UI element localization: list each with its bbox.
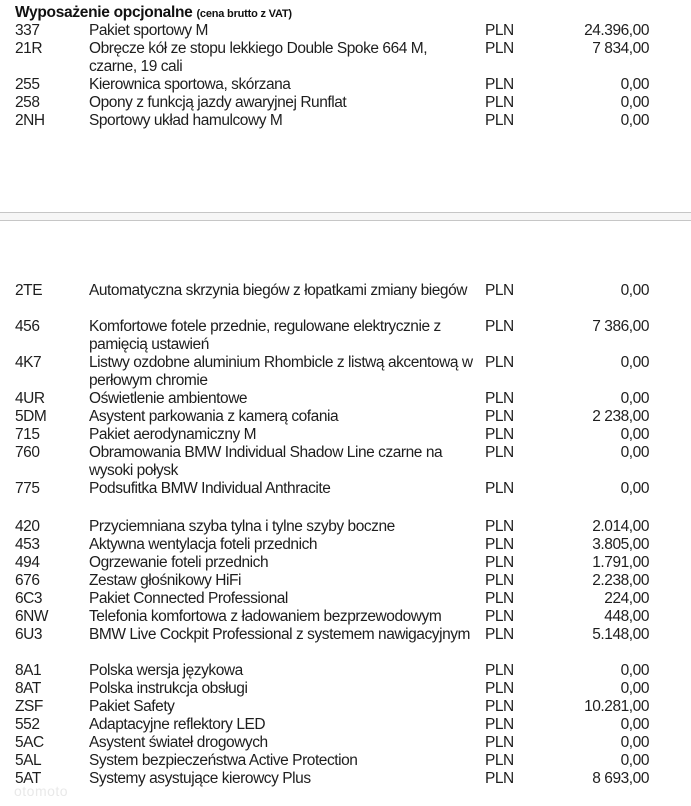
option-row [0,518,691,536]
option-code: 676 [15,572,40,589]
option-currency: PLN [485,354,514,371]
option-description: Automatyczna skrzynia biegów z łopatkami zmiany biegów [89,282,468,299]
section-title-text: Wyposażenie opcjonalne [15,4,193,21]
option-currency: PLN [485,318,514,335]
option-currency: PLN [485,518,514,535]
option-description: Pakiet Safety [89,698,175,715]
option-currency: PLN [485,752,514,769]
option-price: 0,00 [620,390,649,407]
option-row [0,408,691,426]
option-row [0,680,691,698]
option-row [0,426,691,444]
option-currency: PLN [485,22,514,39]
option-price: 10.281,00 [584,698,649,715]
option-description: Telefonia komfortowa z ładowaniem bezprzewodowym [89,608,442,625]
option-row [0,608,691,626]
option-currency: PLN [485,282,514,299]
option-row [0,282,691,318]
option-description: System bezpieczeństwa Active Protection [89,752,358,769]
option-price: 7 386,00 [592,318,649,335]
option-price: 0,00 [620,444,649,461]
option-code: 2NH [15,112,45,129]
option-price: 2.238,00 [592,572,649,589]
option-currency: PLN [485,40,514,57]
option-price: 0,00 [620,426,649,443]
option-currency: PLN [485,662,514,679]
option-price: 0,00 [620,662,649,679]
option-currency: PLN [485,590,514,607]
option-currency: PLN [485,626,514,643]
option-description: Ogrzewanie foteli przednich [89,554,269,571]
option-code: 4UR [15,390,45,407]
option-row [0,444,691,480]
watermark-logo: otomoto [14,783,69,799]
option-currency: PLN [485,444,514,461]
option-price: 0,00 [620,112,649,129]
option-price: 0,00 [620,480,649,497]
option-description: Systemy asystujące kierowcy Plus [89,770,311,787]
option-currency: PLN [485,770,514,787]
option-row [0,536,691,554]
option-currency: PLN [485,480,514,497]
option-row [0,590,691,608]
option-price: 448,00 [604,608,649,625]
option-code: 21R [15,40,43,57]
option-description: Pakiet aerodynamiczny M [89,426,257,443]
option-currency: PLN [485,408,514,425]
option-price: 2.014,00 [592,518,649,535]
section-title [15,4,292,22]
option-code: 760 [15,444,40,461]
option-code: ZSF [15,698,43,715]
option-code: 4K7 [15,354,42,371]
option-price: 0,00 [620,282,649,299]
option-row [0,716,691,734]
option-code: 6U3 [15,626,43,643]
option-description: Obramowania BMW Individual Shadow Line czarne na wysoki połysk [89,444,443,479]
option-row [0,698,691,716]
option-description: Opony z funkcją jazdy awaryjnej Runflat [89,94,347,111]
option-description: Asystent świateł drogowych [89,734,268,751]
option-currency: PLN [485,554,514,571]
option-code: 255 [15,76,40,93]
option-code: 8A1 [15,662,42,679]
option-row [0,112,691,130]
option-price: 0,00 [620,752,649,769]
options-table-1 [0,22,691,130]
row-gap [0,498,691,518]
option-row [0,480,691,498]
option-price: 8 693,00 [592,770,649,787]
option-price: 1.791,00 [592,554,649,571]
option-row [0,734,691,752]
option-description: Asystent parkowania z kamerą cofania [89,408,339,425]
option-description: Obręcze kół ze stopu lekkiego Double Spoke 664 M, czarne, 19 cali [89,40,428,75]
option-currency: PLN [485,426,514,443]
option-description: Listwy ozdobne aluminium Rhombicle z listwą akcentową w perłowym chromie [89,354,473,389]
option-price: 2 238,00 [592,408,649,425]
option-row [0,94,691,112]
option-description: BMW Live Cockpit Professional z systemem nawigacyjnym [89,626,470,643]
option-row [0,76,691,94]
option-row [0,390,691,408]
option-code: 715 [15,426,40,443]
option-code: 2TE [15,282,43,299]
option-row [0,354,691,390]
option-price: 3.805,00 [592,536,649,553]
option-currency: PLN [485,390,514,407]
option-code: 552 [15,716,40,733]
option-price: 0,00 [620,680,649,697]
option-code: 420 [15,518,40,535]
options-table-2 [0,282,691,788]
option-price: 224,00 [604,590,649,607]
option-description: Przyciemniana szyba tylna i tylne szyby boczne [89,518,395,535]
option-currency: PLN [485,94,514,111]
option-row [0,626,691,662]
option-row [0,22,691,40]
option-code: 775 [15,480,40,497]
option-price: 5.148,00 [592,626,649,643]
option-price: 0,00 [620,716,649,733]
option-row [0,554,691,572]
option-code: 5DM [15,408,47,425]
option-currency: PLN [485,608,514,625]
option-description: Zestaw głośnikowy HiFi [89,572,242,589]
option-description: Pakiet sportowy M [89,22,208,39]
option-description: Kierownica sportowa, skórzana [89,76,291,93]
option-currency: PLN [485,698,514,715]
option-price: 7 834,00 [592,40,649,57]
option-code: 456 [15,318,40,335]
option-currency: PLN [485,716,514,733]
option-row [0,572,691,590]
option-price: 24.396,00 [584,22,649,39]
option-code: 337 [15,22,40,39]
option-description: Polska wersja językowa [89,662,243,679]
option-code: 8AT [15,680,41,697]
option-price: 0,00 [620,94,649,111]
section-subtitle: (cena brutto z VAT) [196,8,292,20]
option-code: 258 [15,94,40,111]
option-description: Adaptacyjne reflektory LED [89,716,266,733]
option-currency: PLN [485,680,514,697]
option-description: Aktywna wentylacja foteli przednich [89,536,318,553]
option-code: 5AT [15,770,41,787]
option-description: Komfortowe fotele przednie, regulowane elektrycznie z pamięcią ustawień [89,318,441,353]
option-description: Pakiet Connected Professional [89,590,288,607]
option-code: 494 [15,554,40,571]
option-description: Polska instrukcja obsługi [89,680,248,697]
option-description: Podsufitka BMW Individual Anthracite [89,480,331,497]
option-row [0,318,691,354]
page-divider [0,212,691,221]
option-code: 5AL [15,752,42,769]
option-row [0,40,691,76]
option-description: Oświetlenie ambientowe [89,390,248,407]
option-description: Sportowy układ hamulcowy M [89,112,283,129]
option-price: 0,00 [620,354,649,371]
option-price: 0,00 [620,734,649,751]
option-currency: PLN [485,76,514,93]
option-row [0,770,691,788]
option-code: 5AC [15,734,44,751]
option-currency: PLN [485,112,514,129]
option-price: 0,00 [620,76,649,93]
option-row [0,752,691,770]
option-code: 453 [15,536,40,553]
option-code: 6NW [15,608,49,625]
option-currency: PLN [485,734,514,751]
option-currency: PLN [485,536,514,553]
option-row [0,662,691,680]
option-code: 6C3 [15,590,43,607]
option-currency: PLN [485,572,514,589]
